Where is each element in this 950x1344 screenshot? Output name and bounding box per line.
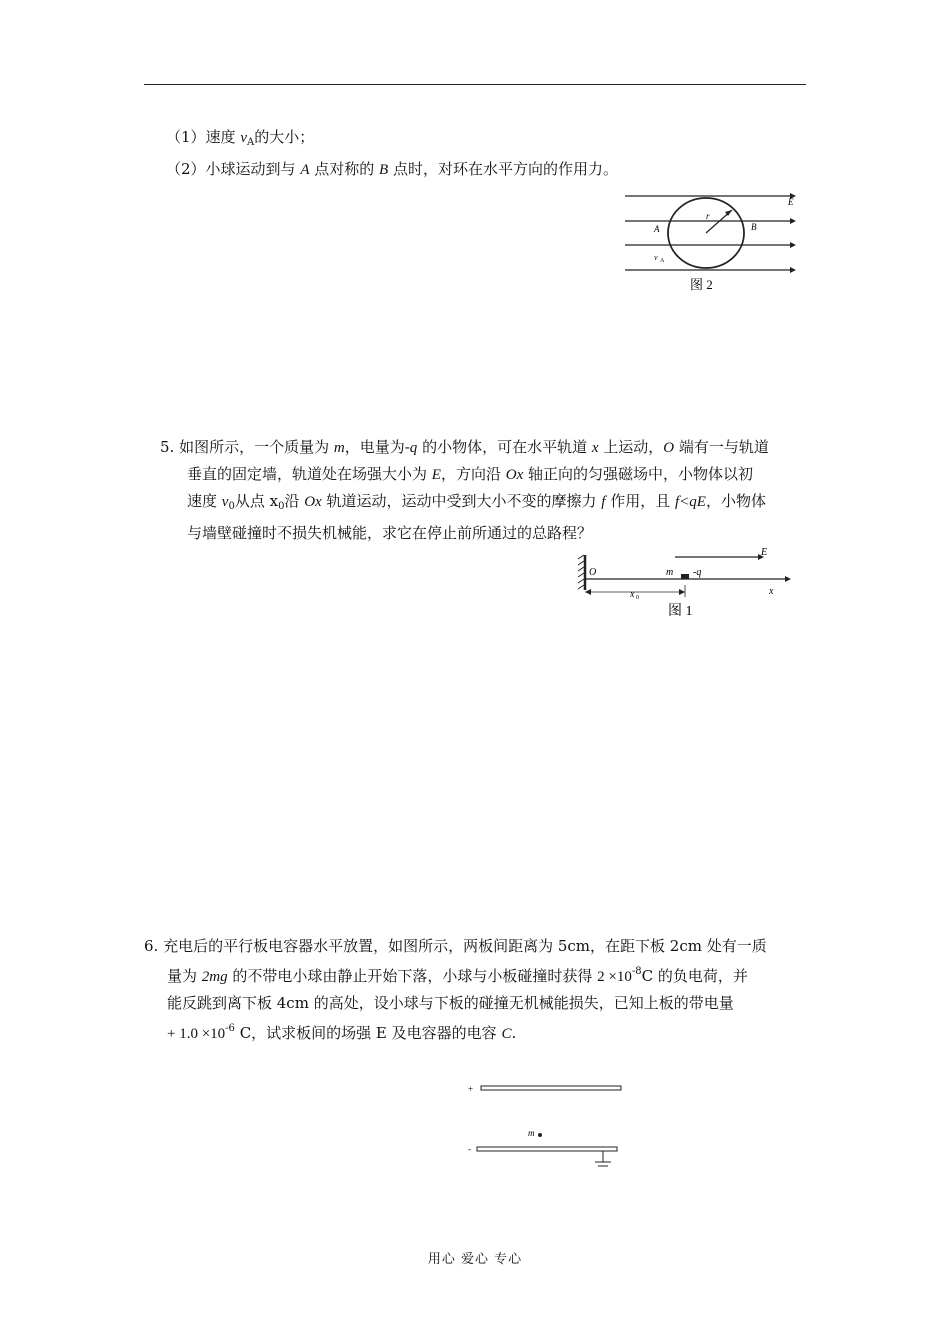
- figure-2: [620, 190, 810, 300]
- page-footer: 用心 爱心 专心: [427, 1252, 523, 1267]
- fig1-label-E: E: [761, 547, 768, 558]
- fig2-label-r: r: [706, 211, 710, 221]
- q6-number: 6.: [144, 937, 159, 955]
- figure-3-capacitor: [460, 1078, 630, 1173]
- fig2-label-vA-sub: A: [660, 258, 665, 264]
- fig2-caption: 图 2: [690, 277, 713, 292]
- question-6: 6. 充电后的平行板电容器水平放置，如图所示，两板间距离为 5cm，在距下板 2cm 处有一质 量为 2mg 的不带电小球由静止开始下落，小球与小板碰撞时获得 $2 \times 10^{-8}C$ 的负电荷，并 能反跳到离下板 4cm 的高处，设小球与下板的碰撞无机械能损失，已知上板的带电量 + $1.0 \times 10^{-6}$ C，试求板间的场强 E 及电容器的电容 C.: [144, 937, 767, 1042]
- question-5: 5. 如图所示，一个质量为 m，电量为-q 的小物体，可在水平轨道 x 上运动，O 端有一与轨道 垂直的固定墙，轨道处在场强大小为 E，方向沿 Ox 轴正向的匀强磁场中，小物体以初 速度 $v_0$从点 $x_0$沿 Ox 轨道运动，运动中受到大小不变的摩擦力 f 作用，且 f<qE，小物体 与墙壁碰撞时不损失机械能，求它在停止前所通过的总路程？: [160, 438, 769, 542]
- figure-1: [575, 545, 800, 620]
- header-rule: [144, 84, 806, 85]
- fig1-label-O: O: [589, 567, 597, 578]
- fig1-label-q: -q: [693, 567, 702, 578]
- q4-sub1: （1）速度 $v_A$的大小；: [166, 128, 315, 148]
- fig2-label-B: B: [751, 222, 757, 232]
- fig1-label-x0-sub: 0: [636, 595, 639, 601]
- fig3-label-plus: +: [468, 1084, 474, 1094]
- q4-sub2: （2）小球运动到与 A 点对称的 B 点时，对环在水平方向的作用力。: [166, 160, 618, 178]
- fig2-label-E: E: [788, 197, 794, 207]
- fig1-label-m: m: [666, 567, 674, 578]
- fig1-caption: 图 1: [668, 604, 693, 619]
- fig1-label-x: x: [769, 586, 774, 597]
- q5-number: 5.: [160, 438, 175, 456]
- fig2-label-A: A: [654, 224, 660, 234]
- fig1-label-x0: x: [630, 589, 635, 600]
- fig3-label-m: m: [528, 1128, 535, 1138]
- fig2-label-vA: v: [654, 253, 658, 262]
- fig3-label-minus: -: [468, 1144, 471, 1154]
